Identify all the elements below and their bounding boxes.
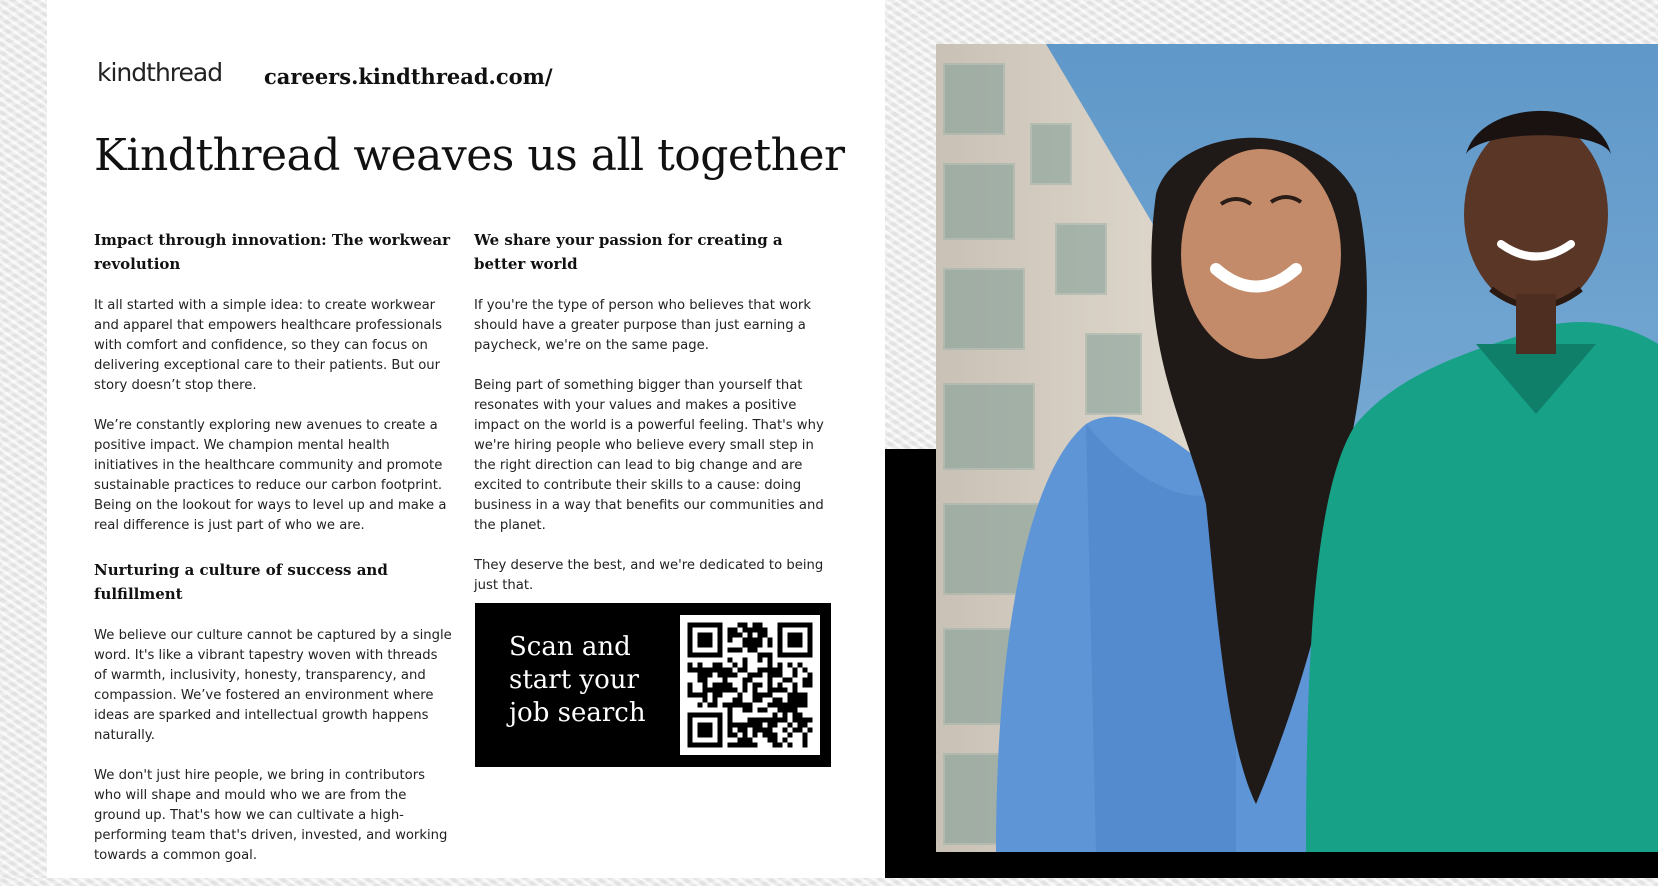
scan-cta-text <box>509 631 659 730</box>
paragraph-origin: It all started with a simple idea: to create workwear and apparel that empowers healthcare professionals with comfort and confidence, so they can focus on delivering exceptional care to their patients. But our story doesn’t stop there. <box>94 298 443 393</box>
qr-code[interactable] <box>680 615 820 755</box>
scan-cta-box <box>475 603 831 767</box>
hero-photo <box>936 44 1658 852</box>
paragraph-impact: We’re constantly exploring new avenues to create a positive impact. We champion mental health initiatives in the healthcare community and promote sustainable practices to reduce our carbon footprint. Being on the lookout for ways to level up and make a real difference is just part of who we are. <box>94 418 447 533</box>
scan-line-2: start your <box>509 665 639 695</box>
paragraph-contributors: We don't just hire people, we bring in contributors who will shape and mould who we are from the ground up. That's how we can cultivate a high-performing team that's driven, invested, and working towards a common goal. <box>94 768 448 863</box>
page-headline: Kindthread weaves us all together <box>94 130 845 181</box>
qr-code-graphic <box>680 615 820 755</box>
careers-url[interactable]: careers.kindthread.com/ <box>264 64 553 89</box>
section-title-passion: We share your passion for creating a better world <box>474 231 783 273</box>
paragraph-values: Being part of something bigger than yourself that resonates with your values and makes a positive impact on the world is a powerful feeling. That's why we're hiring people who believe every small step in the right direction can lead to big change and are excited to contribute their skills to a cause: doing business in a way that benefits our communities and the planet. <box>474 378 824 533</box>
scan-line-1: Scan and <box>509 632 631 662</box>
left-column <box>94 228 454 886</box>
right-column <box>474 228 824 616</box>
paragraph-purpose: If you're the type of person who believes that work should have a greater purpose than just earning a paycheck, we're on the same page. <box>474 298 811 353</box>
scan-line-3: job search <box>509 698 646 728</box>
paragraph-dedication: They deserve the best, and we're dedicated to being just that. <box>474 558 824 593</box>
kindthread-logo: kindthread <box>97 58 223 87</box>
paragraph-culture: We believe our culture cannot be captured by a single word. It's like a vibrant tapestry woven with threads of warmth, inclusivity, honesty, transparency, and compassion. We’ve fostered an environment where ideas are sparked and intellectual growth happens naturally. <box>94 628 452 743</box>
section-title-culture: Nurturing a culture of success and fulfillment <box>94 561 388 603</box>
healthcare-workers-image <box>936 44 1658 852</box>
section-title-innovation: Impact through innovation: The workwear revolution <box>94 231 451 273</box>
